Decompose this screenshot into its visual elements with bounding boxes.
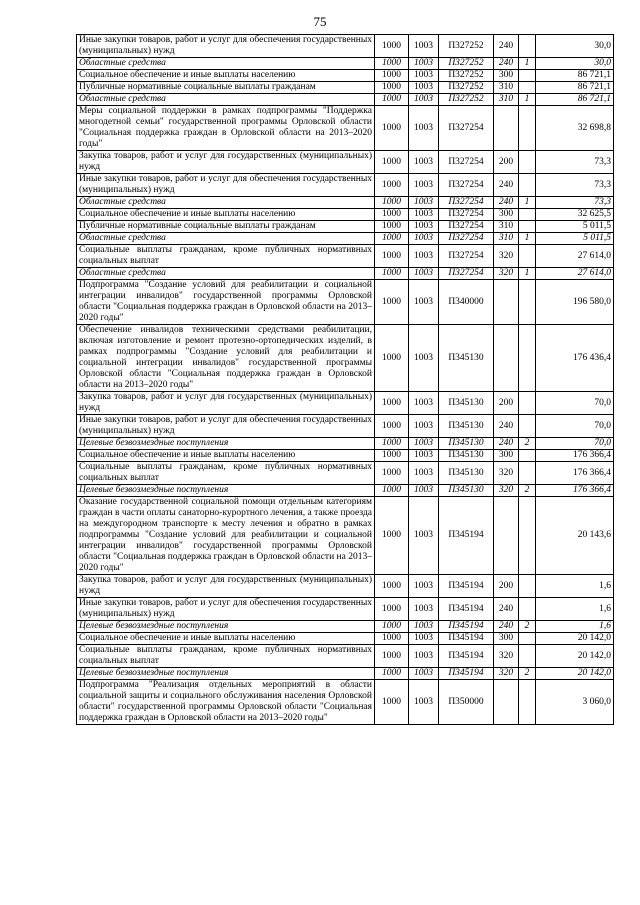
subsection-code: 1003	[409, 106, 439, 151]
subsection-code: 1003	[409, 598, 439, 621]
expense-type-code: 310	[494, 94, 519, 106]
expense-type-code: 240	[494, 621, 519, 633]
amount: 1,6	[536, 575, 614, 598]
subsection-code: 1003	[409, 209, 439, 221]
row-name: Иные закупки товаров, работ и услуг для обеспечения государственных (муниципальных) нужд	[77, 174, 375, 197]
row-name: Подпрограмма "Создание условий для реабилитации и социальной интеграции инвалидов" государственной программы Орловской области "Социальная поддержка граждан в Орловской области на 2013–2020 годы"	[77, 280, 375, 325]
expense-type-code: 300	[494, 633, 519, 645]
subsection-code: 1003	[409, 197, 439, 209]
target-article-code: П345130	[439, 325, 494, 392]
table-row	[77, 680, 614, 725]
budget-table	[76, 34, 614, 725]
section-code: 1000	[375, 35, 409, 58]
target-article-code: П350000	[439, 680, 494, 725]
table-row	[77, 280, 614, 325]
subsection-code: 1003	[409, 325, 439, 392]
target-article-code: П327254	[439, 233, 494, 245]
table-row	[77, 151, 614, 174]
expense-type-code: 240	[494, 58, 519, 70]
row-name: Социальные выплаты гражданам, кроме публичных нормативных социальных выплат	[77, 645, 375, 668]
funding-source-code	[519, 82, 536, 94]
subsection-code: 1003	[409, 645, 439, 668]
section-code: 1000	[375, 462, 409, 485]
table-row	[77, 245, 614, 268]
target-article-code: П327254	[439, 197, 494, 209]
table-row	[77, 106, 614, 151]
subsection-code: 1003	[409, 82, 439, 94]
subsection-code: 1003	[409, 245, 439, 268]
subsection-code: 1003	[409, 415, 439, 438]
target-article-code: П340000	[439, 280, 494, 325]
amount: 176 366,4	[536, 450, 614, 462]
amount: 5 011,5	[536, 233, 614, 245]
funding-source-row	[77, 197, 614, 209]
page-number: 75	[313, 14, 327, 29]
funding-source-code	[519, 575, 536, 598]
target-article-code: П327252	[439, 70, 494, 82]
table-row	[77, 82, 614, 94]
table-row	[77, 645, 614, 668]
subsection-code: 1003	[409, 70, 439, 82]
expense-type-code	[494, 497, 519, 575]
funding-source-code	[519, 35, 536, 58]
target-article-code: П345194	[439, 598, 494, 621]
expense-type-code: 320	[494, 645, 519, 668]
subsection-code: 1003	[409, 94, 439, 106]
funding-source-row	[77, 438, 614, 450]
section-code: 1000	[375, 680, 409, 725]
section-code: 1000	[375, 94, 409, 106]
amount: 32 625,5	[536, 209, 614, 221]
section-code: 1000	[375, 621, 409, 633]
funding-source-code	[519, 280, 536, 325]
target-article-code: П345130	[439, 450, 494, 462]
target-article-code: П345130	[439, 438, 494, 450]
funding-source-code	[519, 151, 536, 174]
amount: 70,0	[536, 438, 614, 450]
amount: 20 143,6	[536, 497, 614, 575]
subsection-code: 1003	[409, 268, 439, 280]
section-code: 1000	[375, 174, 409, 197]
funding-source-code: 2	[519, 668, 536, 680]
row-name: Областные средства	[77, 268, 375, 280]
expense-type-code: 200	[494, 151, 519, 174]
subsection-code: 1003	[409, 450, 439, 462]
amount: 73,3	[536, 174, 614, 197]
table-row	[77, 209, 614, 221]
funding-source-code	[519, 450, 536, 462]
row-name: Социальное обеспечение и иные выплаты населению	[77, 450, 375, 462]
expense-type-code: 300	[494, 209, 519, 221]
section-code: 1000	[375, 668, 409, 680]
table-row	[77, 325, 614, 392]
target-article-code: П327252	[439, 94, 494, 106]
expense-type-code: 310	[494, 221, 519, 233]
section-code: 1000	[375, 633, 409, 645]
row-name: Социальные выплаты гражданам, кроме публичных нормативных социальных выплат	[77, 245, 375, 268]
row-name: Областные средства	[77, 197, 375, 209]
section-code: 1000	[375, 245, 409, 268]
expense-type-code: 300	[494, 70, 519, 82]
row-name: Иные закупки товаров, работ и услуг для обеспечения государственных (муниципальных) нужд	[77, 598, 375, 621]
section-code: 1000	[375, 268, 409, 280]
row-name: Оказание государственной социальной помощи отдельным категориям граждан в части оплаты санаторно-курортного лечения, а также проезда на междугородном транспорте к месту лечения и обратно в рамках подпрограммы "Создание условий для реабилитации и социальной интеграции инвалидов" государственной программы Орловской области "Социальная поддержка граждан в Орловской области на 2013–2020 годы"	[77, 497, 375, 575]
row-name: Публичные нормативные социальные выплаты гражданам	[77, 221, 375, 233]
target-article-code: П327254	[439, 174, 494, 197]
expense-type-code: 300	[494, 450, 519, 462]
row-name: Иные закупки товаров, работ и услуг для обеспечения государственных (муниципальных) нужд	[77, 35, 375, 58]
row-name: Целевые безвозмездные поступления	[77, 438, 375, 450]
section-code: 1000	[375, 70, 409, 82]
amount: 176 366,4	[536, 462, 614, 485]
funding-source-code: 2	[519, 621, 536, 633]
target-article-code: П345130	[439, 485, 494, 497]
row-name: Областные средства	[77, 58, 375, 70]
funding-source-code: 1	[519, 233, 536, 245]
subsection-code: 1003	[409, 280, 439, 325]
expense-type-code: 240	[494, 438, 519, 450]
target-article-code: П327252	[439, 35, 494, 58]
funding-source-code	[519, 106, 536, 151]
subsection-code: 1003	[409, 485, 439, 497]
expense-type-code	[494, 680, 519, 725]
funding-source-code: 2	[519, 485, 536, 497]
expense-type-code	[494, 106, 519, 151]
subsection-code: 1003	[409, 35, 439, 58]
expense-type-code: 320	[494, 268, 519, 280]
subsection-code: 1003	[409, 633, 439, 645]
target-article-code: П345194	[439, 645, 494, 668]
row-name: Обеспечение инвалидов техническими средствами реабилитации, включая изготовление и ремонт протезно-ортопедических изделий, в рамках подпрограммы "Создание условий для реабилитации и социальной интеграции инвалидов" государственной программы Орловской области "Социальная поддержка граждан в Орловской области на 2013–2020 годы"	[77, 325, 375, 392]
target-article-code: П345194	[439, 668, 494, 680]
subsection-code: 1003	[409, 151, 439, 174]
amount: 30,0	[536, 35, 614, 58]
section-code: 1000	[375, 598, 409, 621]
section-code: 1000	[375, 233, 409, 245]
row-name: Целевые безвозмездные поступления	[77, 621, 375, 633]
target-article-code: П327254	[439, 209, 494, 221]
funding-source-code	[519, 325, 536, 392]
row-name: Социальное обеспечение и иные выплаты населению	[77, 633, 375, 645]
table-row	[77, 462, 614, 485]
target-article-code: П327254	[439, 151, 494, 174]
table-row	[77, 450, 614, 462]
subsection-code: 1003	[409, 462, 439, 485]
funding-source-row	[77, 621, 614, 633]
funding-source-code: 1	[519, 197, 536, 209]
section-code: 1000	[375, 58, 409, 70]
funding-source-code: 1	[519, 58, 536, 70]
table-row	[77, 415, 614, 438]
row-name: Социальное обеспечение и иные выплаты населению	[77, 70, 375, 82]
table-row	[77, 392, 614, 415]
amount: 86 721,1	[536, 70, 614, 82]
row-name: Целевые безвозмездные поступления	[77, 668, 375, 680]
subsection-code: 1003	[409, 668, 439, 680]
amount: 196 580,0	[536, 280, 614, 325]
target-article-code: П327254	[439, 245, 494, 268]
row-name: Меры социальной поддержки в рамках подпрограммы "Поддержка многодетной семьи" государственной программы Орловской области "Социальная поддержка граждан в Орловской области на 2013–2020 годы"	[77, 106, 375, 151]
expense-type-code: 240	[494, 35, 519, 58]
row-name: Публичные нормативные социальные выплаты гражданам	[77, 82, 375, 94]
table-row	[77, 598, 614, 621]
section-code: 1000	[375, 438, 409, 450]
funding-source-code: 1	[519, 268, 536, 280]
expense-type-code: 240	[494, 197, 519, 209]
section-code: 1000	[375, 485, 409, 497]
section-code: 1000	[375, 575, 409, 598]
target-article-code: П327254	[439, 268, 494, 280]
section-code: 1000	[375, 280, 409, 325]
funding-source-code	[519, 70, 536, 82]
target-article-code: П345194	[439, 633, 494, 645]
expense-type-code: 200	[494, 392, 519, 415]
funding-source-code	[519, 633, 536, 645]
row-name: Областные средства	[77, 233, 375, 245]
section-code: 1000	[375, 197, 409, 209]
amount: 30,0	[536, 58, 614, 70]
subsection-code: 1003	[409, 621, 439, 633]
funding-source-code	[519, 645, 536, 668]
section-code: 1000	[375, 151, 409, 174]
expense-type-code: 240	[494, 598, 519, 621]
target-article-code: П327252	[439, 58, 494, 70]
subsection-code: 1003	[409, 58, 439, 70]
target-article-code: П327252	[439, 82, 494, 94]
target-article-code: П345130	[439, 392, 494, 415]
target-article-code: П345194	[439, 575, 494, 598]
funding-source-code	[519, 598, 536, 621]
subsection-code: 1003	[409, 221, 439, 233]
amount: 20 142,0	[536, 668, 614, 680]
funding-source-row	[77, 485, 614, 497]
funding-source-row	[77, 268, 614, 280]
funding-source-row	[77, 58, 614, 70]
table-row	[77, 174, 614, 197]
funding-source-row	[77, 233, 614, 245]
target-article-code: П327254	[439, 106, 494, 151]
amount: 27 614,0	[536, 268, 614, 280]
amount: 176 436,4	[536, 325, 614, 392]
expense-type-code: 320	[494, 462, 519, 485]
row-name: Закупка товаров, работ и услуг для государственных (муниципальных) нужд	[77, 151, 375, 174]
section-code: 1000	[375, 450, 409, 462]
expense-type-code: 200	[494, 575, 519, 598]
row-name: Областные средства	[77, 94, 375, 106]
target-article-code: П345194	[439, 621, 494, 633]
subsection-code: 1003	[409, 438, 439, 450]
funding-source-code	[519, 392, 536, 415]
target-article-code: П327254	[439, 221, 494, 233]
expense-type-code: 310	[494, 233, 519, 245]
target-article-code: П345130	[439, 415, 494, 438]
expense-type-code: 320	[494, 245, 519, 268]
table-row	[77, 70, 614, 82]
expense-type-code: 320	[494, 485, 519, 497]
subsection-code: 1003	[409, 392, 439, 415]
funding-source-row	[77, 94, 614, 106]
table-body	[77, 35, 614, 725]
funding-source-code	[519, 462, 536, 485]
subsection-code: 1003	[409, 174, 439, 197]
section-code: 1000	[375, 392, 409, 415]
table-row	[77, 221, 614, 233]
subsection-code: 1003	[409, 575, 439, 598]
funding-source-code	[519, 497, 536, 575]
funding-source-code: 2	[519, 438, 536, 450]
amount: 70,0	[536, 415, 614, 438]
funding-source-code	[519, 680, 536, 725]
row-name: Закупка товаров, работ и услуг для государственных (муниципальных) нужд	[77, 392, 375, 415]
section-code: 1000	[375, 82, 409, 94]
subsection-code: 1003	[409, 680, 439, 725]
expense-type-code: 320	[494, 668, 519, 680]
funding-source-code	[519, 209, 536, 221]
amount: 1,6	[536, 598, 614, 621]
table-row	[77, 575, 614, 598]
section-code: 1000	[375, 415, 409, 438]
amount: 5 011,5	[536, 221, 614, 233]
subsection-code: 1003	[409, 233, 439, 245]
amount: 1,6	[536, 621, 614, 633]
target-article-code: П345194	[439, 497, 494, 575]
expense-type-code	[494, 325, 519, 392]
expense-type-code: 240	[494, 174, 519, 197]
row-name: Подпрограмма "Реализация отдельных мероприятий в области социальной защиты и социального обслуживания населения Орловской области" государственной программы Орловской области "Социальная поддержка граждан в Орловской области на 2013–2020 годы"	[77, 680, 375, 725]
section-code: 1000	[375, 497, 409, 575]
amount: 86 721,1	[536, 82, 614, 94]
amount: 3 060,0	[536, 680, 614, 725]
amount: 20 142,0	[536, 645, 614, 668]
amount: 73,3	[536, 197, 614, 209]
funding-source-code	[519, 415, 536, 438]
funding-source-row	[77, 668, 614, 680]
amount: 176 366,4	[536, 485, 614, 497]
funding-source-code	[519, 245, 536, 268]
target-article-code: П345130	[439, 462, 494, 485]
table-row	[77, 633, 614, 645]
row-name: Социальные выплаты гражданам, кроме публичных нормативных социальных выплат	[77, 462, 375, 485]
amount: 70,0	[536, 392, 614, 415]
amount: 73,3	[536, 151, 614, 174]
section-code: 1000	[375, 325, 409, 392]
section-code: 1000	[375, 209, 409, 221]
subsection-code: 1003	[409, 497, 439, 575]
amount: 20 142,0	[536, 633, 614, 645]
section-code: 1000	[375, 106, 409, 151]
table-row	[77, 497, 614, 575]
section-code: 1000	[375, 645, 409, 668]
table-row	[77, 35, 614, 58]
amount: 86 721,1	[536, 94, 614, 106]
amount: 32 698,8	[536, 106, 614, 151]
funding-source-code: 1	[519, 94, 536, 106]
expense-type-code: 240	[494, 415, 519, 438]
row-name: Целевые безвозмездные поступления	[77, 485, 375, 497]
row-name: Закупка товаров, работ и услуг для государственных (муниципальных) нужд	[77, 575, 375, 598]
row-name: Иные закупки товаров, работ и услуг для обеспечения государственных (муниципальных) нужд	[77, 415, 375, 438]
expense-type-code	[494, 280, 519, 325]
row-name: Социальное обеспечение и иные выплаты населению	[77, 209, 375, 221]
funding-source-code	[519, 174, 536, 197]
funding-source-code	[519, 221, 536, 233]
amount: 27 614,0	[536, 245, 614, 268]
section-code: 1000	[375, 221, 409, 233]
expense-type-code: 310	[494, 82, 519, 94]
